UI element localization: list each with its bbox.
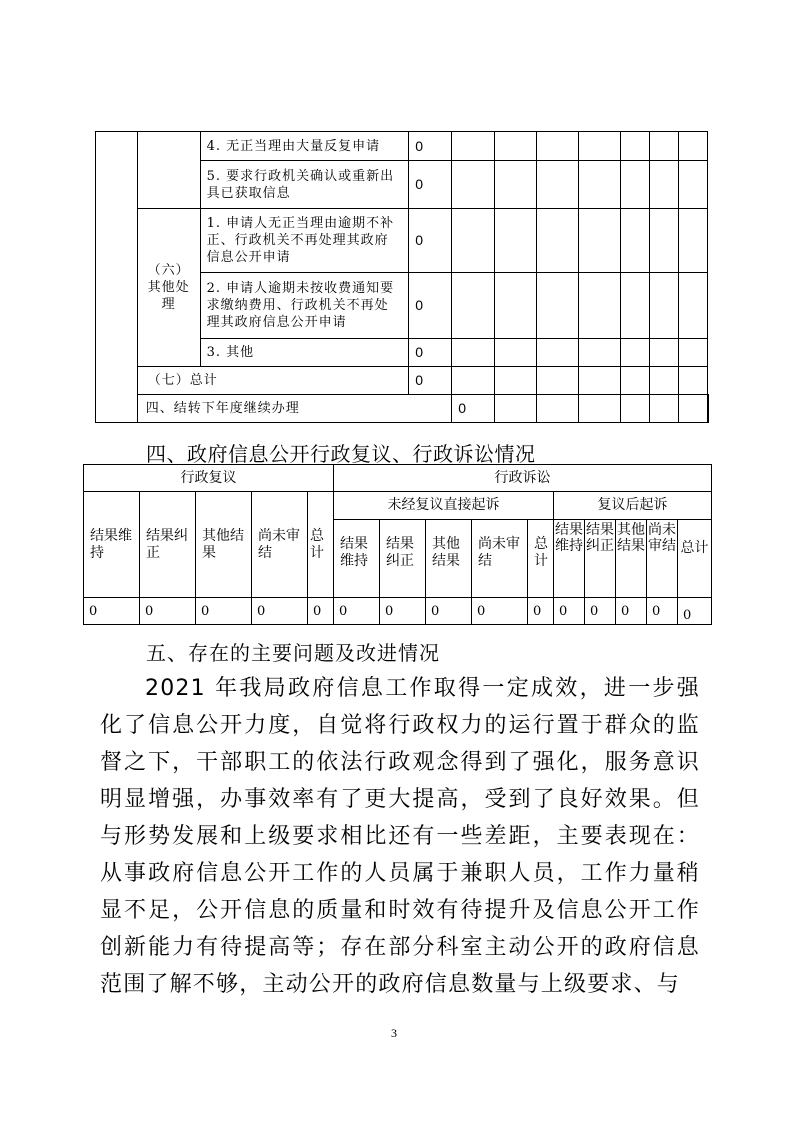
value-cell: 0 [585, 598, 616, 625]
value-cell: 0 [308, 598, 334, 625]
col-label: 尚未审结 [252, 492, 308, 598]
value-cell: 0 [334, 598, 380, 625]
col-label: 结果纠正 [585, 520, 616, 598]
carryover-value: 0 [452, 395, 495, 423]
disposal-table [95, 131, 709, 423]
col-label: 总计 [528, 520, 554, 598]
col-label: 结果纠正 [140, 492, 196, 598]
row-value: 0 [409, 209, 452, 273]
row-label: 5. 要求行政机关确认或重新出具已获取信息 [200, 161, 409, 209]
row-label: 4. 无正当理由大量反复申请 [200, 132, 409, 161]
value-cell: 0 [554, 598, 585, 625]
row-label: 2. 申请人逾期未按收费通知要求缴纳费用、行政机关不再处理其政府信息公开申请 [200, 273, 409, 339]
value-cell: 0 [678, 598, 712, 625]
section5-title: 五、存在的主要问题及改进情况 [146, 641, 440, 665]
table-row [84, 465, 712, 492]
body-paragraph: 2021 年我局政府信息工作取得一定成效，进一步强化了信息公开力度，自觉将行政权力的运行置于群众的监督之下，干部职工的依法行政观念得到了强化，服务意识明显增强，办事效率有了更大提高，受到了良好效果。但与形势发展和上级要求相比还有一些差距，主要表现在：从事政府信息公开工作的人员属于兼职人员，工作力量稍显不足，公开信息的质量和时效有待提升及信息公开工作创新能力有待提高等；存在部分科室主动公开的政府信息范围了解不够，主动公开的政府信息数量与上级要求、与 [100, 676, 700, 997]
table-row [84, 492, 712, 520]
carryover-label: 四、结转下年度继续办理 [137, 395, 452, 423]
table-row [96, 209, 709, 273]
section4-title: 四、政府信息公开行政复议、行政诉讼情况 [146, 442, 536, 466]
table-row [96, 367, 709, 395]
review-header: 行政复议 [84, 465, 334, 492]
value-cell: 0 [472, 598, 528, 625]
row-value: 0 [409, 161, 452, 209]
row-value: 0 [409, 339, 452, 367]
other-group-label: （六）其他处理 [137, 209, 200, 367]
col-label: 尚未审结 [472, 520, 528, 598]
value-cell: 0 [140, 598, 196, 625]
row-value: 0 [409, 132, 452, 161]
col-label: 结果维持 [84, 492, 140, 598]
col-label: 结果维持 [334, 520, 380, 598]
value-cell: 0 [84, 598, 140, 625]
litigation-header: 行政诉讼 [334, 465, 712, 492]
col-label: 其他结果 [196, 492, 252, 598]
blank-cell [96, 132, 138, 423]
review-litigation-table [83, 464, 712, 625]
col-label: 总计 [308, 492, 334, 598]
page-number: 3 [391, 1026, 397, 1040]
total-label: （七）总计 [137, 367, 408, 395]
value-cell: 0 [196, 598, 252, 625]
col-label: 总计 [678, 520, 712, 598]
col-label: 其他结果 [616, 520, 647, 598]
col-label: 结果维持 [554, 520, 585, 598]
table-row [96, 132, 709, 161]
value-cell: 0 [380, 598, 426, 625]
total-value: 0 [409, 367, 452, 395]
direct-header: 未经复议直接起诉 [334, 492, 554, 520]
value-cell: 0 [528, 598, 554, 625]
after-header: 复议后起诉 [554, 492, 712, 520]
value-cell: 0 [426, 598, 472, 625]
row-label: 3. 其他 [200, 339, 409, 367]
col-label: 其他结果 [426, 520, 472, 598]
row-label: 1. 申请人无正当理由逾期不补正、行政机关不再处理其政府信息公开申请 [200, 209, 409, 273]
value-cell: 0 [647, 598, 678, 625]
col-label: 尚未审结 [647, 520, 678, 598]
table-row [96, 395, 709, 423]
row-value: 0 [409, 273, 452, 339]
table-row [84, 598, 712, 625]
col-label: 结果纠正 [380, 520, 426, 598]
value-cell: 0 [252, 598, 308, 625]
value-cell: 0 [616, 598, 647, 625]
blank-cell [137, 132, 200, 209]
